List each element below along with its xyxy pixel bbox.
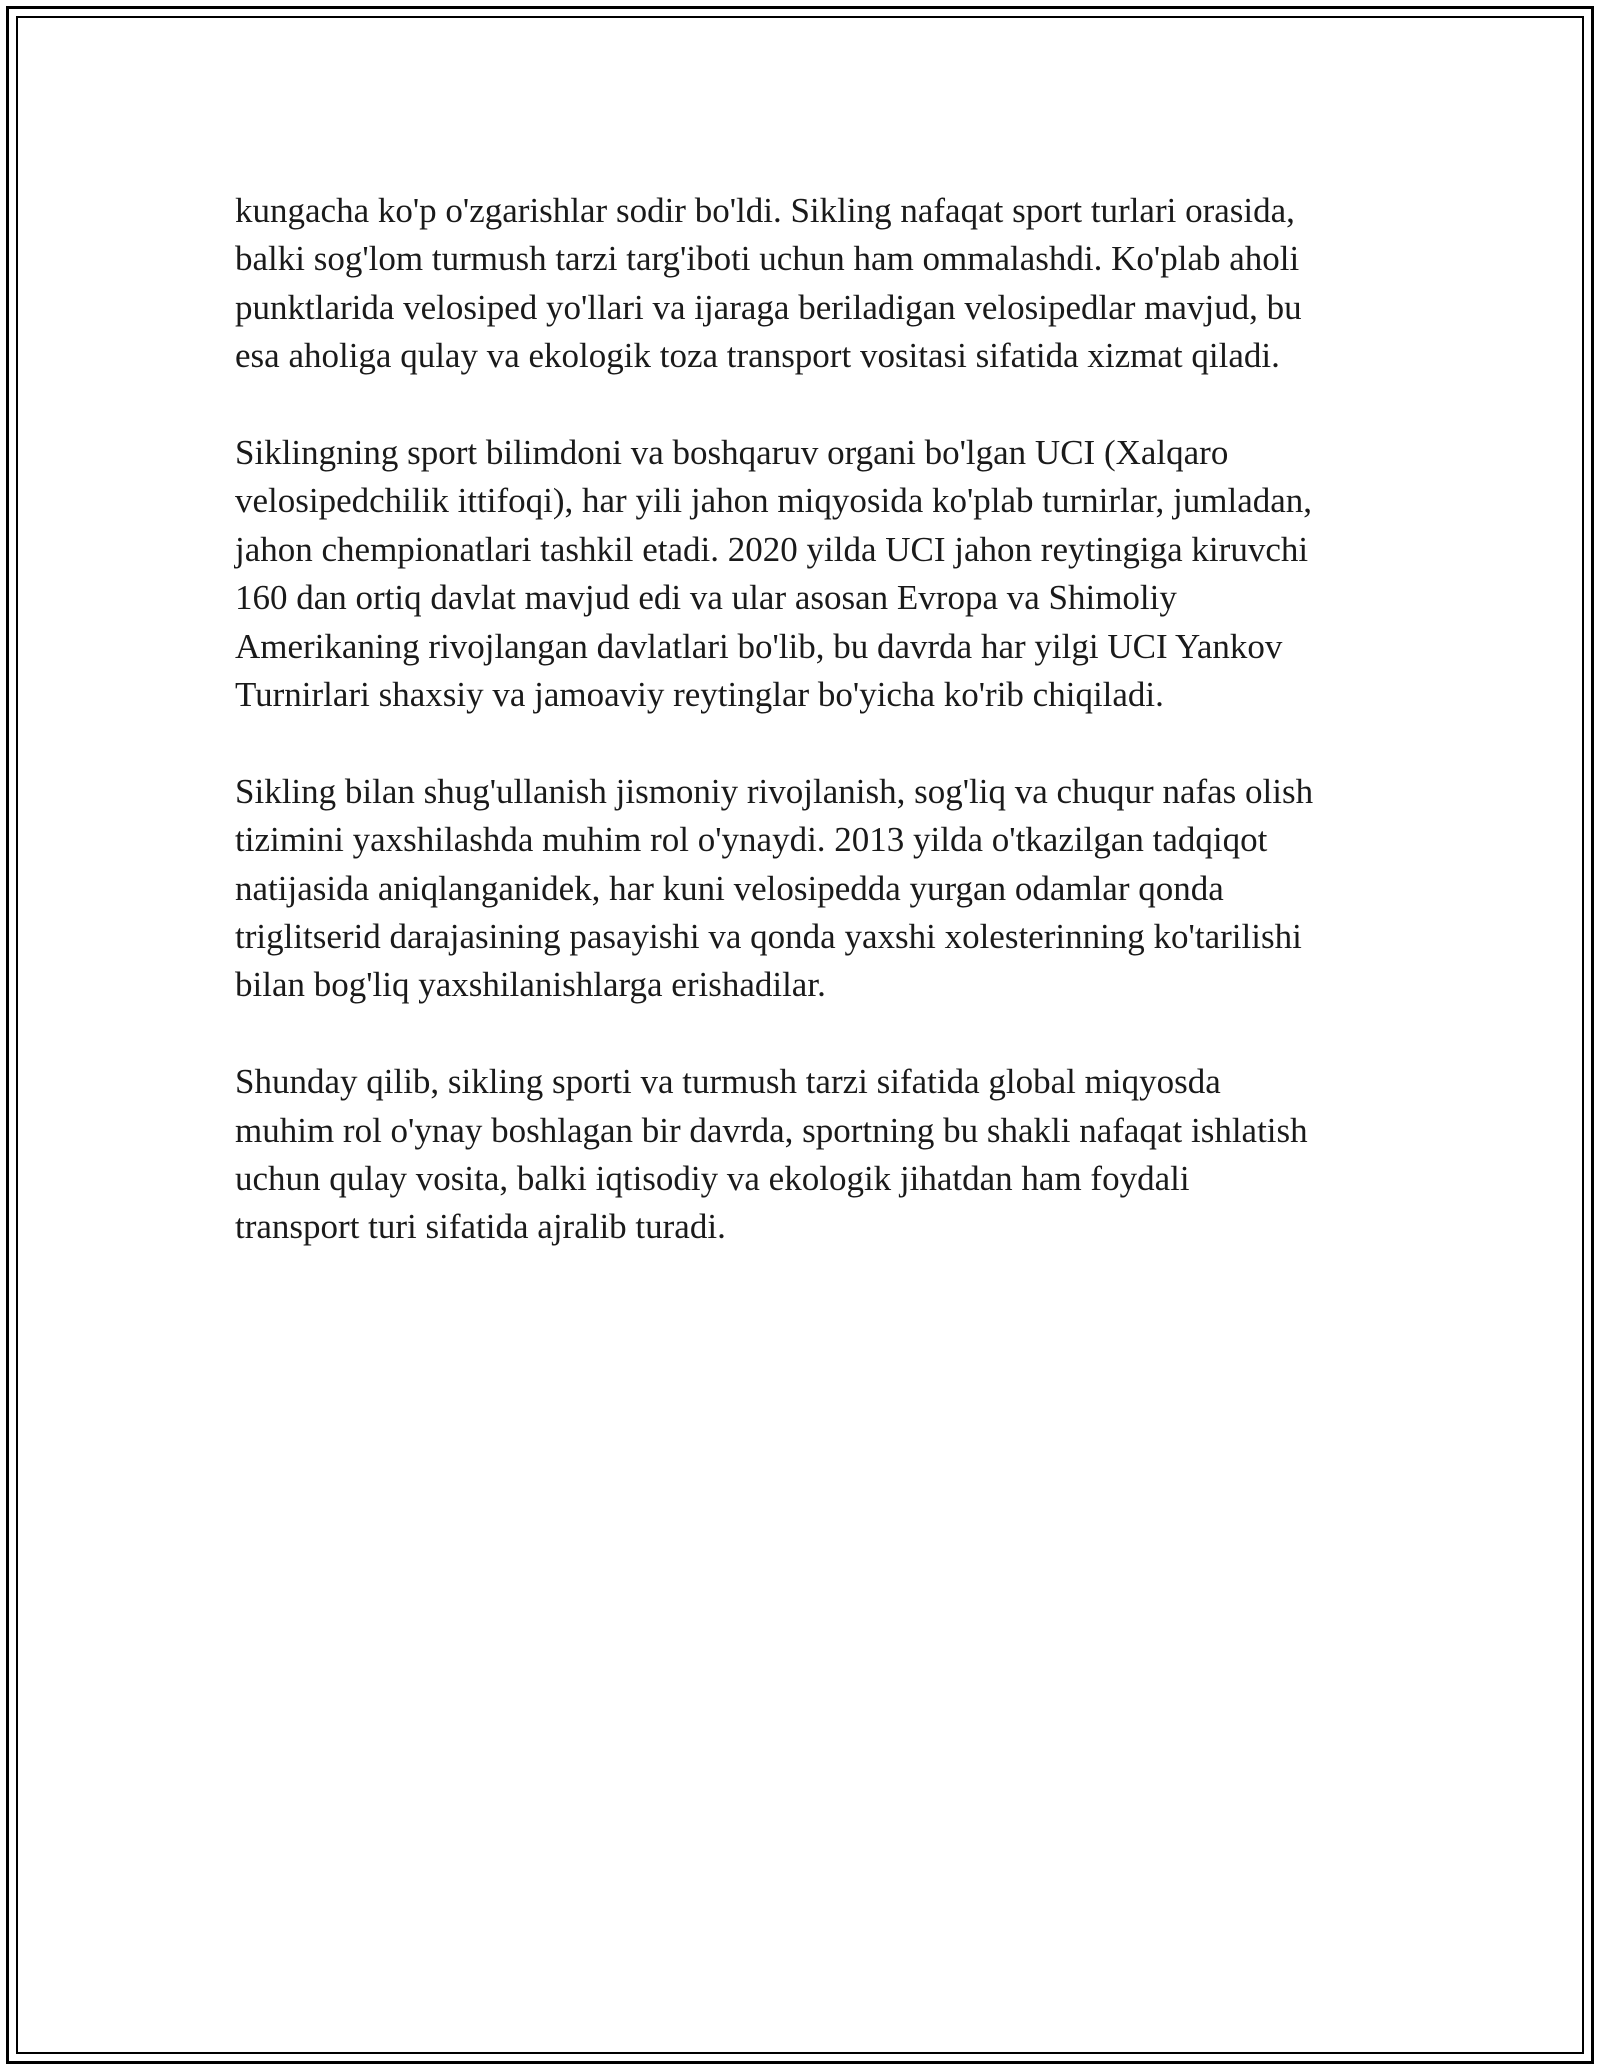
- text-line: velosipedchilik ittifoqi), har yili jahon miqyosida ko'plab turnirlar, jumladan,: [235, 481, 1313, 521]
- text-line: 160 dan ortiq davlat mavjud edi va ular asosan Evropa va Shimoliy: [235, 578, 1177, 618]
- paragraph-3: [235, 768, 1395, 1010]
- text-line: Amerikaning rivojlangan davlatlari bo'lib, bu davrda har yilgi UCI Yankov: [235, 626, 1283, 666]
- text-line: tizimini yaxshilashda muhim rol o'ynaydi. 2013 yilda o'tkazilgan tadqiqot: [235, 820, 1268, 860]
- text-line: bilan bog'liq yaxshilanishlarga erishadilar.: [235, 965, 826, 1005]
- text-line: kungacha ko'p o'zgarishlar sodir bo'ldi. Sikling nafaqat sport turlari orasida,: [235, 191, 1295, 230]
- text-line: Shunday qilib, sikling sporti va turmush tarzi sifatida global miqyosda: [235, 1062, 1221, 1102]
- text-line: uchun qulay vosita, balki iqtisodiy va ekologik jihatdan ham foydali: [235, 1159, 1190, 1199]
- paragraph-4: [235, 1058, 1395, 1252]
- text-line: esa aholiga qulay va ekologik toza transport vositasi sifatida xizmat qiladi.: [235, 336, 1280, 376]
- document-body: [235, 187, 1395, 1300]
- text-line: jahon chempionatlari tashkil etadi. 2020 yilda UCI jahon reytingiga kiruvchi: [235, 529, 1309, 569]
- paragraph-1: [235, 187, 1395, 381]
- text-line: Sikling bilan shug'ullanish jismoniy rivojlanish, sog'liq va chuqur nafas olish: [235, 771, 1314, 811]
- text-line: natijasida aniqlanganidek, har kuni velosipedda yurgan odamlar qonda: [235, 868, 1224, 908]
- paragraph-2: [235, 429, 1395, 719]
- text-line: punktlarida velosiped yo'llari va ijaraga beriladigan velosipedlar mavjud, bu: [235, 287, 1302, 327]
- text-line: triglitserid darajasining pasayishi va qonda yaxshi xolesterinning ko'tarilishi: [235, 917, 1302, 957]
- text-line: Turnirlari shaxsiy va jamoaviy reytinglar bo'yicha ko'rib chiqiladi.: [235, 675, 1164, 715]
- text-line: Siklingning sport bilimdoni va boshqaruv organi bo'lgan UCI (Xalqaro: [235, 433, 1229, 473]
- text-line: muhim rol o'ynay boshlagan bir davrda, sportning bu shakli nafaqat ishlatish: [235, 1110, 1308, 1150]
- text-line: balki sog'lom turmush tarzi targ'iboti uchun ham ommalashdi. Ko'plab aholi: [235, 239, 1300, 279]
- text-line: transport turi sifatida ajralib turadi.: [235, 1207, 726, 1247]
